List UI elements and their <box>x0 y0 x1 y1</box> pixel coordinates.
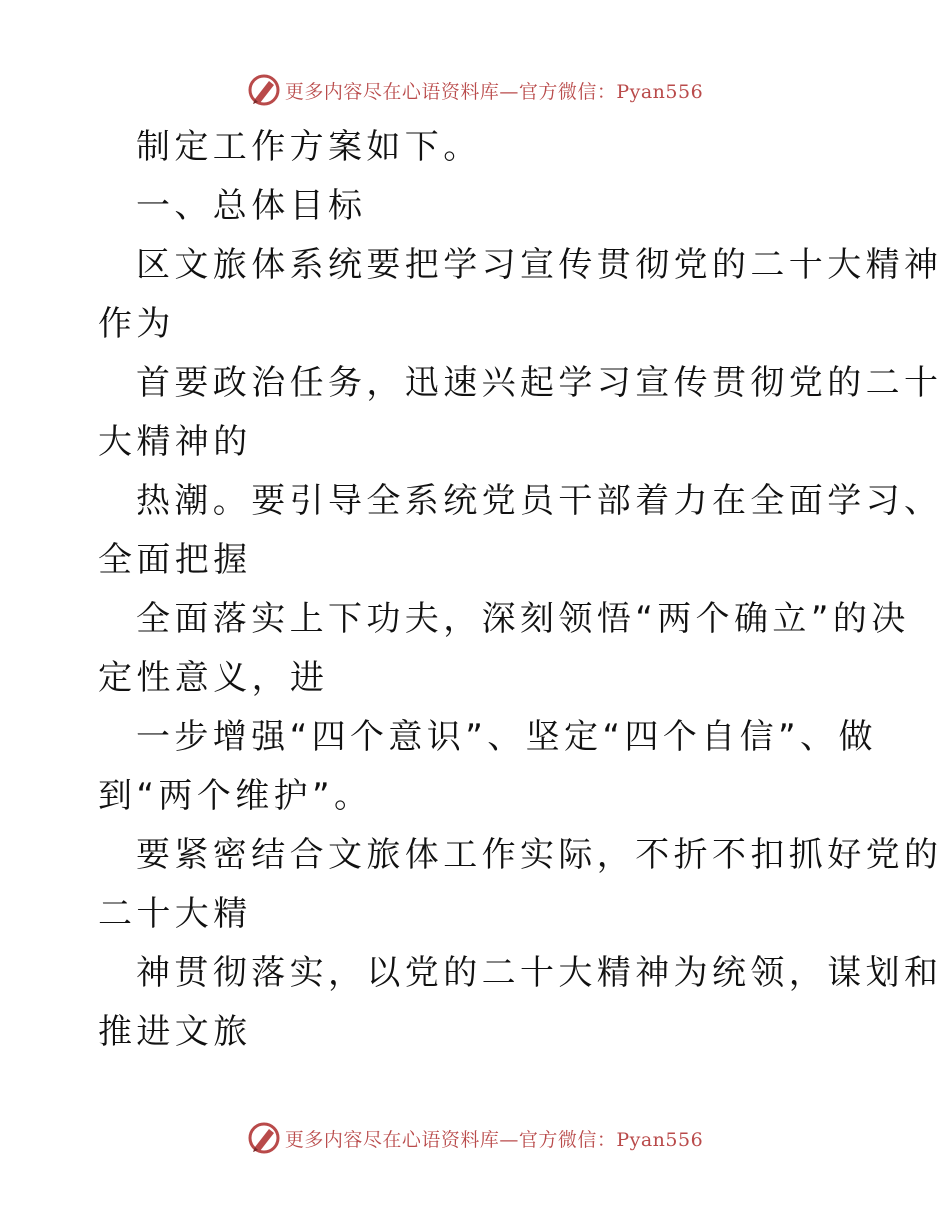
watermark-text: 更多内容尽在心语资料库—官方微信：Pyan556 <box>284 80 704 103</box>
text-line: 神贯彻落实，以党的二十大精神为统领，谋划和 <box>136 953 943 993</box>
text-line: 全面落实上下功夫，深刻领悟“两个确立”的决 <box>136 599 910 639</box>
watermark-text: 更多内容尽在心语资料库—官方微信：Pyan556 <box>284 1128 704 1151</box>
text-line: 二十大精 <box>98 894 252 934</box>
text-line: 区文旅体系统要把学习宣传贯彻党的二十大精神 <box>136 245 943 285</box>
pen-logo-icon <box>247 73 281 107</box>
document-body <box>98 118 943 1062</box>
text-line: 要紧密结合文旅体工作实际，不折不扣抓好党的 <box>136 835 943 875</box>
header-watermark <box>0 70 950 110</box>
text-line: 热潮。要引导全系统党员干部着力在全面学习、 <box>136 481 943 521</box>
text-line: 大精神的 <box>98 422 252 462</box>
pen-logo-icon <box>247 1121 281 1155</box>
text-line: 推进文旅 <box>98 1012 252 1052</box>
text-line: 制定工作方案如下。 <box>136 127 482 167</box>
text-line: 一、总体目标 <box>136 186 367 226</box>
text-line: 到“两个维护”。 <box>98 776 373 816</box>
footer-watermark <box>0 1118 950 1158</box>
text-line: 一步增强“四个意识”、坚定“四个自信”、做 <box>136 717 877 757</box>
text-line: 全面把握 <box>98 540 252 580</box>
text-line: 首要政治任务，迅速兴起学习宣传贯彻党的二十 <box>136 363 943 403</box>
text-line: 作为 <box>98 304 175 344</box>
text-line: 定性意义，进 <box>98 658 329 698</box>
